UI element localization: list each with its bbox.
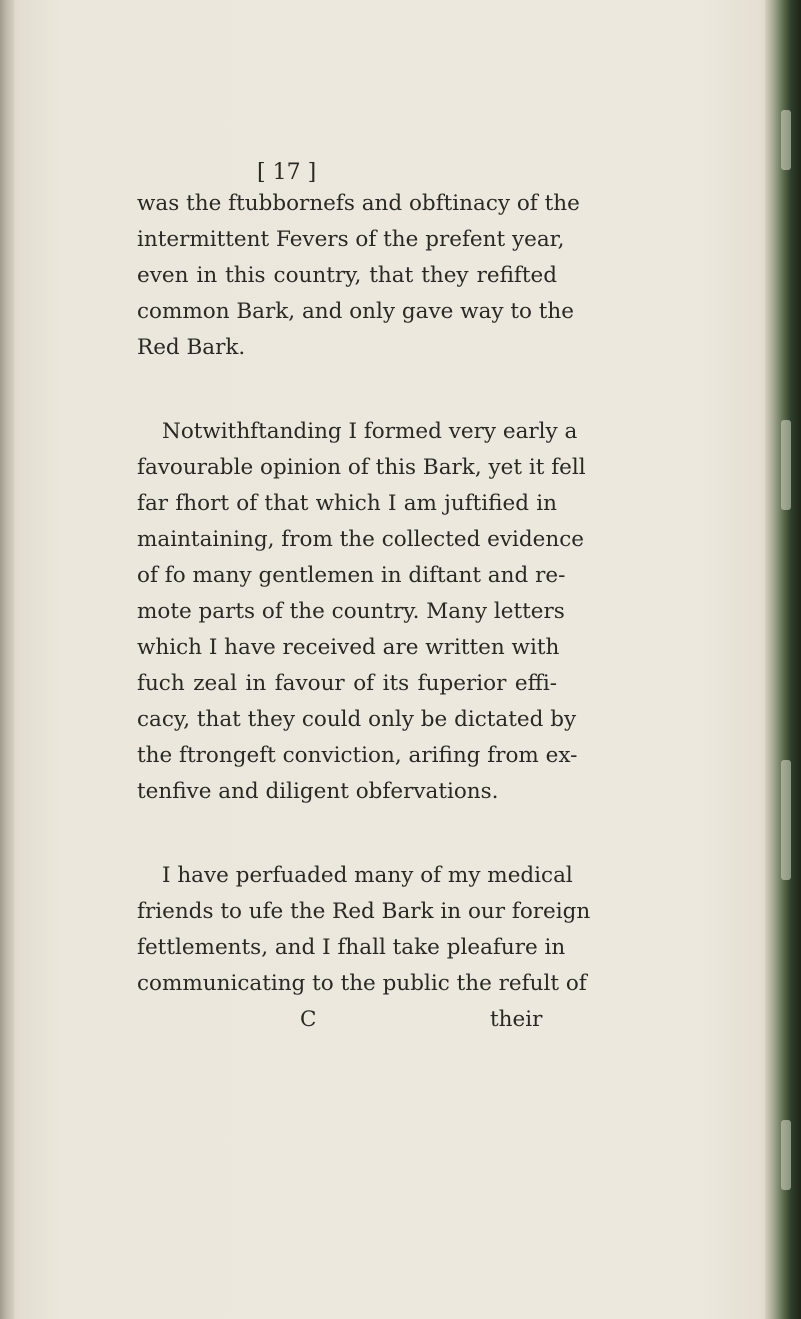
book-spine-edge [765,0,801,1319]
text-line: cacy, that they could only be dictated by [137,707,577,732]
text-line: which I have received are written with [137,635,560,660]
text-line: fuch zeal in favour of its fuperior effi- [137,671,557,696]
text-line: of fo many gentlemen in diftant and re- [137,563,566,588]
text-line: the ftrongeft conviction, arifing from ex- [137,743,578,768]
text-line: mote parts of the country. Many letters [137,599,565,624]
text-line: Red Bark. [137,335,246,360]
page-left-edge [0,0,14,1319]
text-line: far fhort of that which I am juftified in [137,491,557,516]
spine-highlight [781,420,791,510]
text-line: friends to ufe the Red Bark in our foreign [137,899,591,924]
text-line: was the ftubbornefs and obftinacy of the [137,191,580,216]
text-line: fettlements, and I fhall take pleafure in [137,935,566,960]
spine-highlight [781,760,791,880]
text-line: common Bark, and only gave way to the [137,299,575,324]
spine-highlight [781,1120,791,1190]
catchword: their [490,1007,543,1032]
text-line: even in this country, that they refifted [137,263,557,288]
spine-highlight [781,110,791,170]
text-line: maintaining, from the collected evidence [137,527,585,552]
text-line: intermittent Fevers of the prefent year, [137,227,565,252]
text-line: Notwithftanding I formed very early a [162,419,578,444]
signature-mark: C [300,1007,317,1032]
text-line: favourable opinion of this Bark, yet it fell [137,455,586,480]
text-line: I have perfuaded many of my medical [162,863,573,888]
page-number: [ 17 ] [257,160,317,185]
text-line: tenfive and diligent obfervations. [137,779,499,804]
text-line: communicating to the public the refult of [137,971,587,996]
